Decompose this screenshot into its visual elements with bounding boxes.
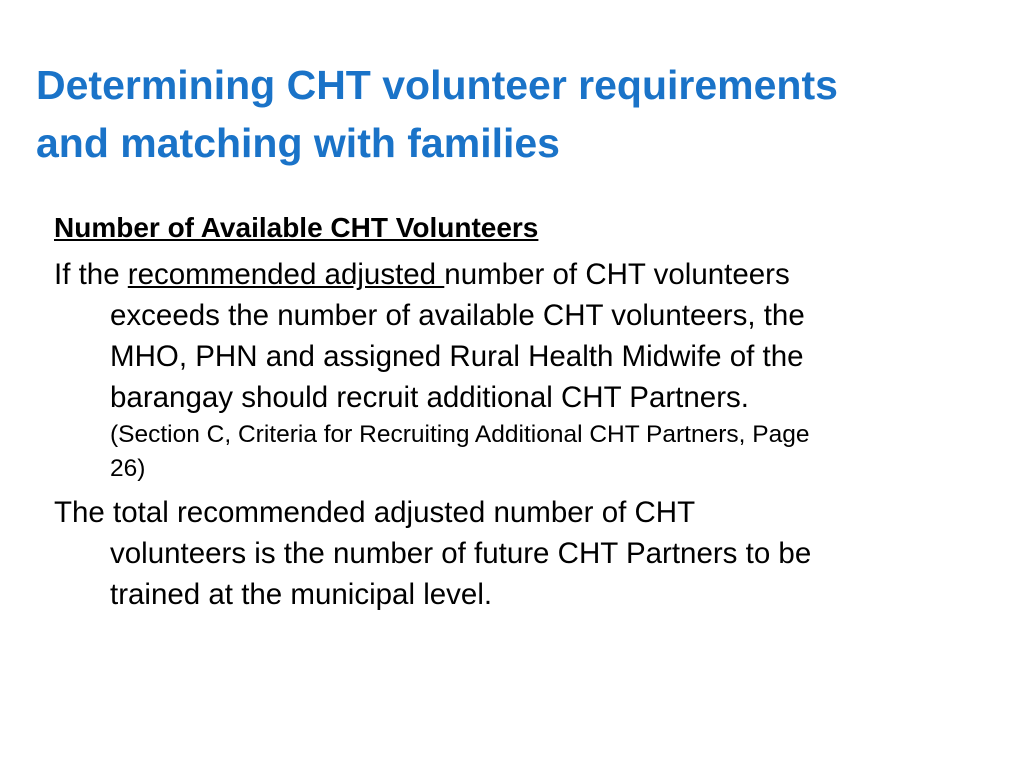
paragraph-2 bbox=[54, 492, 974, 615]
paragraph-1-line-1 bbox=[54, 254, 974, 295]
paragraph-1-line-3: MHO, PHN and assigned Rural Health Midwife of the bbox=[110, 340, 804, 373]
paragraph-2-line-1: The total recommended adjusted number of CHT bbox=[54, 496, 696, 529]
slide-title bbox=[36, 56, 996, 172]
section-heading: Number of Available CHT Volunteers bbox=[54, 212, 539, 243]
paragraph-1-prefix: If the bbox=[54, 258, 128, 291]
paragraph-1-suffix: number of CHT volunteers bbox=[444, 258, 790, 291]
slide-body bbox=[54, 208, 974, 615]
paragraph-1 bbox=[54, 254, 974, 486]
paragraph-1-line-2: exceeds the number of available CHT volunteers, the bbox=[110, 299, 805, 332]
title-line-2: and matching with families bbox=[36, 120, 560, 166]
title-line-1: Determining CHT volunteer requirements bbox=[36, 62, 838, 108]
paragraph-2-line-3: trained at the municipal level. bbox=[110, 578, 493, 611]
underlined-phrase: recommended adjusted bbox=[127, 258, 445, 291]
reference-line-1: (Section C, Criteria for Recruiting Additional CHT Partners, Page bbox=[110, 421, 810, 448]
paragraph-2-line-2: volunteers is the number of future CHT Partners to be bbox=[110, 537, 812, 570]
reference-line-2: 26) bbox=[110, 455, 146, 482]
paragraph-1-line-4: barangay should recruit additional CHT Partners. bbox=[110, 381, 749, 414]
